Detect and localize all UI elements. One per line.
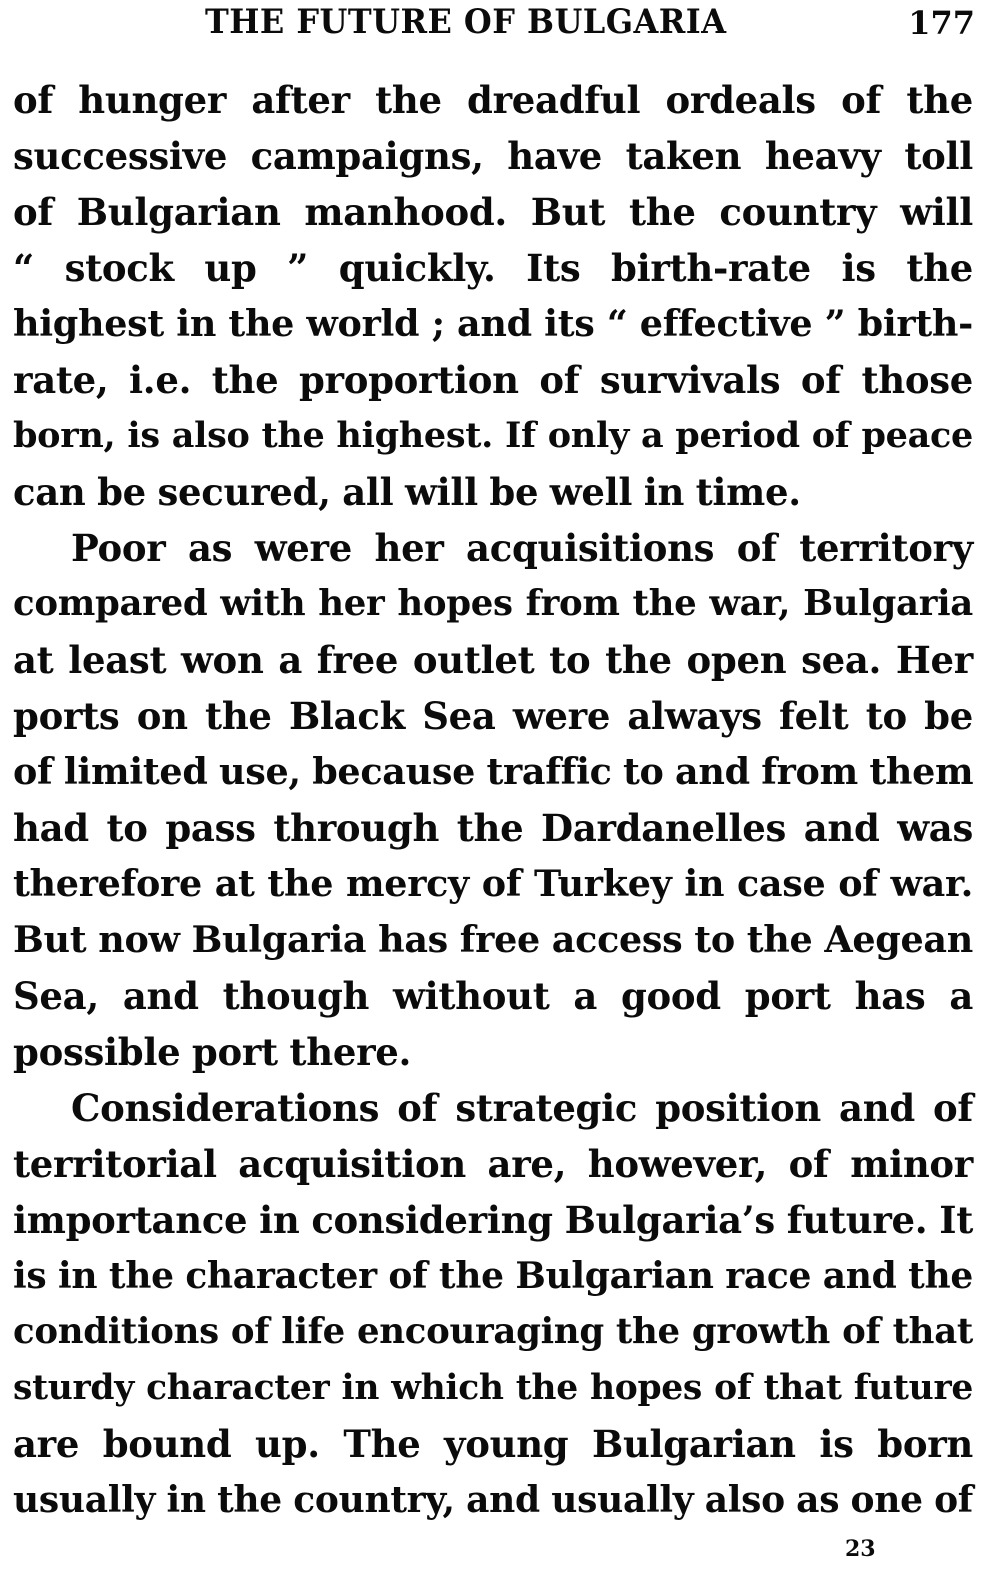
page-number: 177: [908, 4, 975, 42]
text-line: therefore at the mercy of Turkey in case of war.: [13, 862, 973, 905]
text-line: of Bulgarian manhood. But the country will: [13, 190, 973, 234]
text-line: Sea, and though without a good port has a: [13, 974, 973, 1018]
text-line: sturdy character in which the hopes of that future: [13, 1368, 973, 1408]
text-line: ports on the Black Sea were always felt to be: [13, 694, 973, 738]
text-line: can be secured, all will be well in time.: [13, 470, 801, 514]
text-line: importance in considering Bulgaria’s future. It: [13, 1198, 973, 1242]
text-line: highest in the world ; and its “ effective ” birth-: [13, 302, 973, 345]
text-line: successive campaigns, have taken heavy toll: [13, 134, 973, 178]
page-header: [10, 0, 980, 50]
text-line: “ stock up ” quickly. Its birth-rate is the: [13, 246, 973, 290]
running-title: THE FUTURE OF BULGARIA: [205, 2, 727, 42]
text-line: of limited use, because traffic to and from them: [13, 750, 974, 793]
signature-mark: 23: [845, 1536, 876, 1562]
text-line: born, is also the highest. If only a period of peace: [13, 415, 973, 456]
text-line: is in the character of the Bulgarian race and the: [13, 1255, 973, 1297]
body-text: [13, 72, 973, 1528]
text-line: possible port there.: [13, 1030, 412, 1074]
paragraph-first-line: Poor as were her acquisitions of territory: [71, 526, 973, 570]
text-line: compared with her hopes from the war, Bulgaria: [13, 583, 973, 624]
text-line: But now Bulgaria has free access to the Aegean: [13, 918, 973, 961]
text-line: conditions of life encouraging the growth of that: [13, 1311, 973, 1352]
text-line: at least won a free outlet to the open sea. Her: [13, 638, 973, 682]
text-line: are bound up. The young Bulgarian is born: [13, 1422, 973, 1466]
text-line: territorial acquisition are, however, of minor: [13, 1142, 973, 1186]
paragraph-first-line: Considerations of strategic position and of: [71, 1086, 973, 1130]
text-line: had to pass through the Dardanelles and was: [13, 806, 973, 850]
text-line: usually in the country, and usually also as one of: [13, 1479, 973, 1521]
text-line: of hunger after the dreadful ordeals of the: [13, 78, 973, 122]
text-line: rate, i.e. the proportion of survivals of those: [13, 358, 973, 402]
